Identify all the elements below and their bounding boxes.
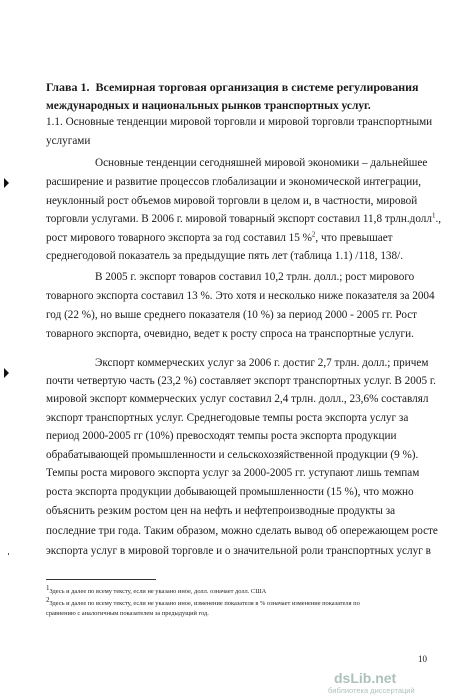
- body-line-3: неуклонный рост объемов мировой торговли в целом и, в частности, мировой: [46, 195, 418, 207]
- body-line-13: мировой экспорт коммерческих услуг составил 2,4 трлн. долл., 23,6% составлял: [46, 393, 429, 405]
- footnote-1: $^1$Здесь и далее по всему тексту, если не указано иное, долл. означает долл. США: [46, 584, 267, 596]
- chapter-heading-line-2: [46, 100, 371, 113]
- body-line-7: В 2005 г. экспорт товаров составил 10,2 трлн. долл.; рост мирового: [95, 271, 415, 283]
- body-line-12: почти четвертую часть (23,2 %) составляет экспорт транспортных услуг. В 2005 г.: [46, 375, 436, 387]
- body-line-18: роста экспорта продукции добывающей промышленности (15 %), что можно: [46, 486, 414, 498]
- scan-speck: [8, 553, 9, 555]
- footnote-2-continuation: сравнению с аналогичным показателем за предыдущий год.: [46, 610, 209, 617]
- body-line-2: расширение и развитие процессов глобализации и экономической интеграции,: [46, 176, 422, 188]
- body-line-10: товарного экспорта, очевидно, ведет к росту спроса на транспортные услуги.: [46, 328, 414, 340]
- body-line-9: год (22 %), но выше среднего показателя (10 %) за период 2000 - 2005 гг. Рост: [46, 309, 418, 321]
- dslib-watermark-logo: [328, 670, 446, 696]
- footnote-ref-1: 1: [431, 211, 436, 220]
- body-line-1: Основные тенденции сегодняшней мировой экономики – дальнейшее: [95, 157, 428, 169]
- body-line-4: торговли услугами. В 2006 г. мировой товарный экспорт составил 11,8 трлн.долл$^1$.,: [46, 211, 442, 225]
- chapter-label: Глава 1.: [46, 80, 90, 94]
- body-line-17: Темпы роста мирового экспорта услуг за 2000-2005 гг. уступают лишь темпам: [46, 467, 420, 479]
- body-line-19: объяснить резким ростом цен на нефть и нефтепроизводные продукты за: [46, 505, 396, 517]
- body-line-20: последние три года. Таким образом, можно сделать вывод об опережающем росте: [46, 525, 438, 537]
- body-line-14: экспорт транспортных услуг. Среднегодовые темпы роста экспорта услуг за: [46, 412, 409, 424]
- page-number: 10: [418, 654, 427, 664]
- binding-hole-mark-bottom: [4, 368, 9, 378]
- footnote-divider: [46, 579, 156, 580]
- body-line-5: рост мирового товарного экспорта за год составил 15 %$^2$, что превышает: [46, 230, 393, 244]
- subsection-heading-line-2: услугами: [46, 135, 91, 147]
- body-line-16: обрабатывающей промышленности и сельскохозяйственной продукции (9 %).: [46, 449, 419, 461]
- body-line-21: экспорта услуг в мировой торговле и о значительной роли транспортных услуг в: [46, 545, 431, 557]
- watermark-logo-text: dsLib.net: [334, 670, 397, 686]
- watermark-subtitle: библиотека диссертаций: [328, 686, 415, 695]
- chapter-heading-line-1: [46, 81, 428, 94]
- footnote-2: $^2$Здесь и далее по всему тексту, если не указано иное, изменение показателя в % означает изменение показателя по: [46, 596, 360, 608]
- body-line-11: Экспорт коммерческих услуг за 2006 г. достиг 2,7 трлн. долл.; причем: [95, 357, 429, 369]
- binding-hole-mark-top: [4, 178, 9, 188]
- subsection-heading-line-1: 1.1. Основные тенденции мировой торговли и мировой торговли транспортными: [46, 116, 433, 128]
- chapter-title-part-2: международных и национальных рынков транспортных услуг.: [46, 100, 371, 112]
- body-line-6: среднегодовой показатель за предыдущие пять лет (таблица 1.1) /118, 138/.: [46, 250, 404, 262]
- body-line-8: товарного экспорта составил 13 %. Это хотя и несколько ниже показателя за 2004: [46, 290, 435, 302]
- body-line-15: период 2000-2005 гг (10%) превосходят темпы роста экспорта продукции: [46, 430, 397, 442]
- chapter-title-part-1: Всемирная торговая организация в системе регулирования: [95, 80, 419, 94]
- footnote-ref-2: 2: [311, 230, 316, 239]
